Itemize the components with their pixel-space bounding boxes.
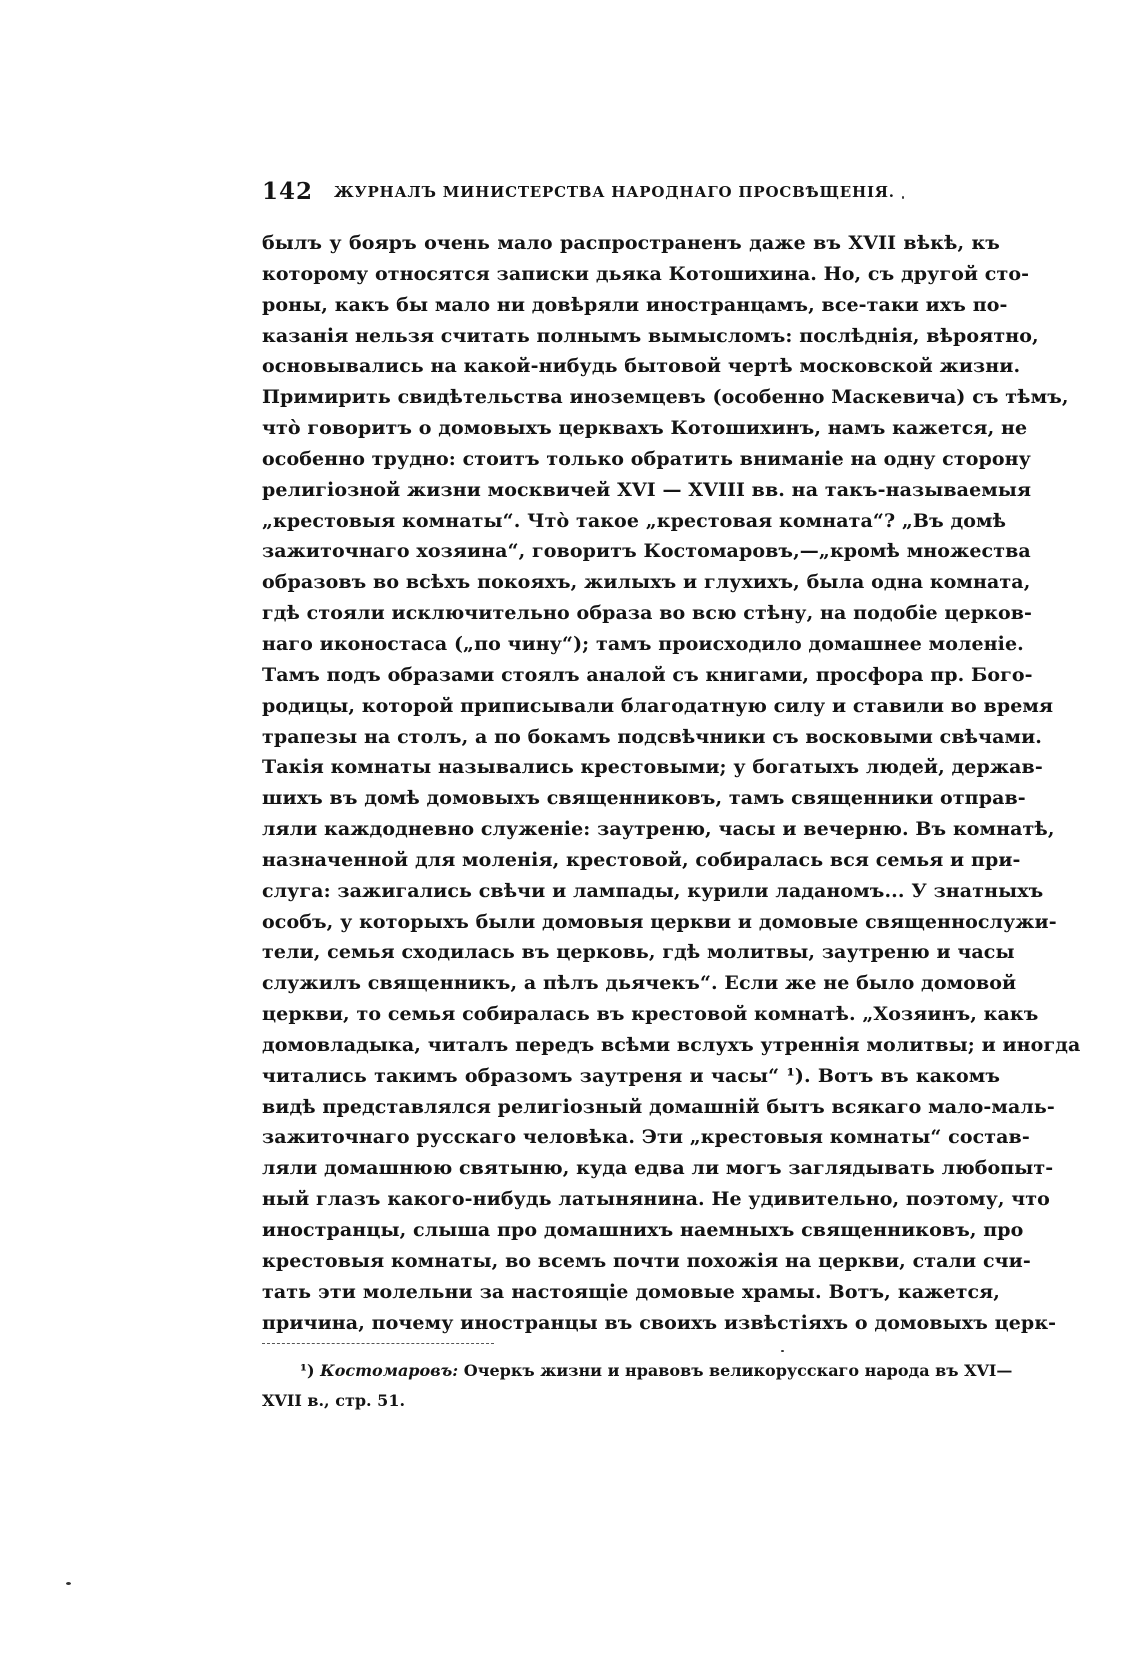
text-line: особъ, у которыхъ были домовыя церкви и домовые священнослужи- — [262, 910, 1057, 933]
page-number: 142 — [262, 178, 314, 205]
text-line: тели, семья сходилась въ церковь, гдѣ молитвы, заутреню и часы — [262, 941, 1015, 964]
text-line: назначенной для моленія, крестовой, собиралась вся семья и при- — [262, 848, 1021, 871]
running-title: ЖУРНАЛЪ МИНИСТЕРСТВА НАРОДНАГО ПРОСВѢЩЕНІЯ. — [334, 183, 895, 201]
text-line: иностранцы, слыша про домашнихъ наемныхъ священниковъ, про — [262, 1219, 1024, 1241]
text-line: церкви, то семья собиралась въ крестовой комнатѣ. „Хозяинъ, какъ — [262, 1003, 1039, 1026]
text-line: религіозной жизни москвичей XVI — XVIII вв. на такъ-называемыя — [262, 478, 1032, 501]
text-line: что̀ говоритъ о домовыхъ церквахъ Котошихинъ, намъ кажется, не — [262, 417, 1028, 440]
text-line: роны, какъ бы мало ни довѣряли иностранцамъ, все-таки ихъ по- — [262, 293, 1008, 316]
text-line: „крестовыя комнаты“. Что̀ такое „крестовая комната“? „Въ домѣ — [262, 509, 1007, 532]
text-line: гдѣ стояли исключительно образа во всю стѣну, на подобіе церков- — [262, 602, 1033, 625]
footnote-line — [262, 1356, 1013, 1386]
page-header — [262, 178, 1002, 214]
text-line: служилъ священникъ, а пѣлъ дьячекъ“. Если же не было домовой — [262, 972, 1017, 995]
footnote-marker: ¹) — [300, 1361, 315, 1380]
text-line: ный глазъ какого-нибудь латынянина. Не удивительно, поэтому, что — [262, 1188, 1050, 1211]
text-line: причина, почему иностранцы въ своихъ извѣстіяхъ о домовыхъ церк- — [262, 1311, 1057, 1334]
text-line: Примирить свидѣтельства иноземцевъ (особенно Маскевича) съ тѣмъ, — [262, 386, 1069, 409]
text-line: Тамъ подъ образами стоялъ аналой съ книгами, просфора пр. Бого- — [262, 663, 1033, 686]
text-line: ляли домашнюю святыню, куда едва ли могъ заглядывать любопыт- — [262, 1157, 1054, 1180]
text-line: крестовыя комнаты, во всемъ почти похожія на церкви, стали счи- — [262, 1249, 1031, 1272]
text-line: трапезы на столъ, а по бокамъ подсвѣчники съ восковыми свѣчами. — [262, 725, 1043, 748]
scan-speck — [902, 196, 904, 199]
text-line: Такія комнаты назывались крестовыми; у богатыхъ людей, держав- — [262, 756, 1043, 779]
text-line: зажиточнаго русскаго человѣка. Эти „крестовыя комнаты“ состав- — [262, 1126, 1030, 1149]
text-line: родицы, которой приписывали благодатную силу и ставили во время — [262, 694, 1054, 717]
footnote-continuation: XVII в., стр. 51. — [262, 1391, 406, 1410]
text-line: которому относятся записки дьяка Котошихина. Но, съ другой сто- — [262, 262, 1030, 285]
text-line: образовъ во всѣхъ покояхъ, жилыхъ и глухихъ, была одна комната, — [262, 571, 1031, 594]
scan-speck — [781, 1350, 784, 1352]
text-line: былъ у бояръ очень мало распространенъ даже въ XVII вѣкѣ, къ — [262, 232, 1000, 254]
text-line: видѣ представлялся религіозный домашній бытъ всякаго мало-маль- — [262, 1095, 1055, 1118]
text-line: наго иконостаса („по чину“); тамъ происходило домашнее моленіе. — [262, 632, 1024, 655]
text-line: домовладыка, читалъ передъ всѣми вслухъ утреннія молитвы; и иногда — [262, 1033, 1081, 1056]
footnote-separator — [262, 1343, 494, 1344]
text-line: шихъ въ домѣ домовыхъ священниковъ, тамъ священники отправ- — [262, 787, 1026, 810]
text-line: казанія нельзя считать полнымъ вымысломъ: послѣднія, вѣроятно, — [262, 324, 1039, 347]
footnote-author: Костомаровъ: — [320, 1361, 459, 1380]
text-line: читались такимъ образомъ заутреня и часы“ ¹). Вотъ въ какомъ — [262, 1064, 1000, 1087]
text-line: особенно трудно: стоитъ только обратить вниманіе на одну сторону — [262, 447, 1031, 470]
text-line: ляли каждодневно служеніе: заутреню, часы и вечерню. Въ комнатѣ, — [262, 818, 1055, 841]
text-line: тать эти молельни за настоящіе домовые храмы. Вотъ, кажется, — [262, 1280, 1000, 1303]
text-line: основывались на какой-нибудь бытовой чертѣ московской жизни. — [262, 355, 1021, 378]
text-line: слуга: зажигались свѣчи и лампады, курили ладаномъ... У знатныхъ — [262, 879, 1044, 902]
scan-speck — [66, 1582, 71, 1585]
text-line: зажиточнаго хозяина“, говоритъ Костомаровъ,—„кромѣ множества — [262, 540, 1031, 563]
footnote — [262, 1356, 1013, 1416]
body-text — [262, 228, 1081, 1338]
footnote-text: Очеркъ жизни и нравовъ великорусскаго народа въ XVI— — [463, 1361, 1013, 1380]
